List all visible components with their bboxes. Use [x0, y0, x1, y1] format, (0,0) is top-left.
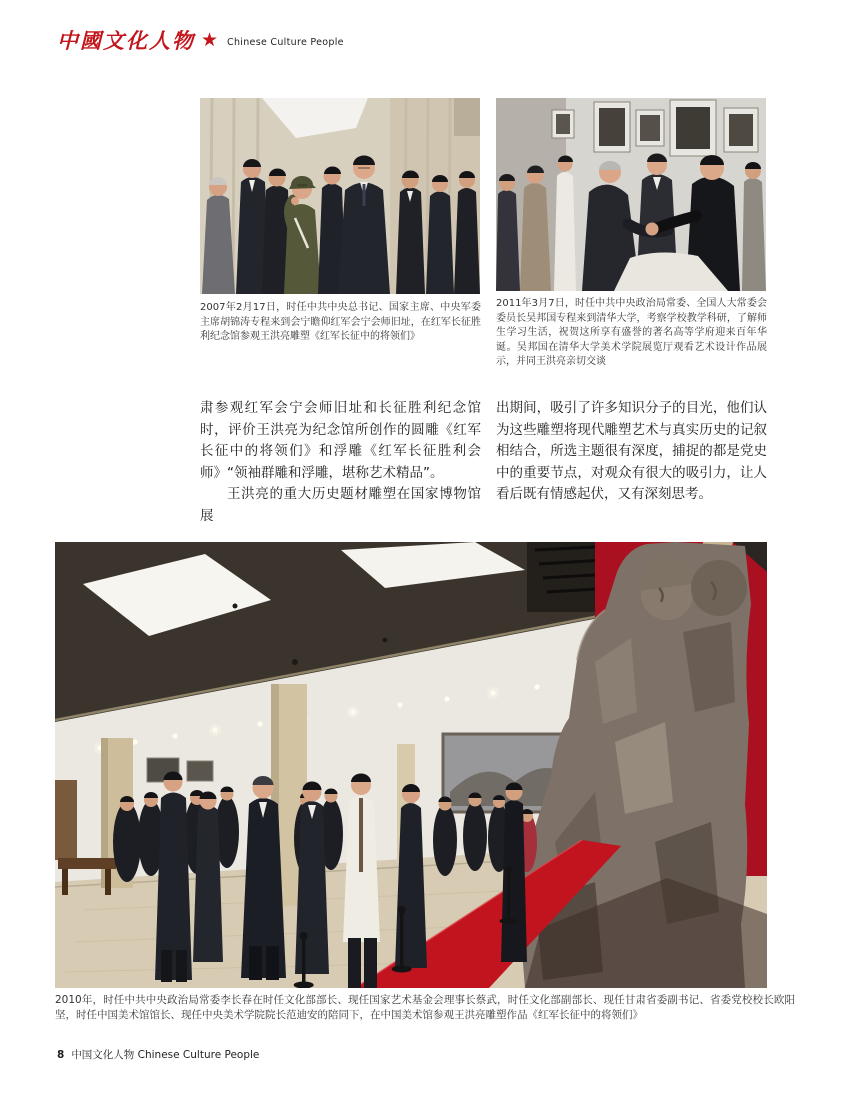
magazine-logo-en: Chinese Culture People — [227, 36, 344, 48]
body-column-right — [496, 398, 767, 506]
magazine-logo-cn: 中國文化人物 — [57, 28, 195, 53]
photo-illustration — [55, 542, 767, 988]
body-paragraph: 出期间，吸引了许多知识分子的目光，他们认为这些雕塑将现代雕塑艺术与真实历史的记叙相结合，所选主题很有深度，捕捉的都是党史中的重要节点，对观众有很大的吸引力，让人看后既有情感起伏，又有深刻思考。 — [496, 400, 767, 502]
photo-illustration — [496, 98, 766, 291]
body-column-left — [200, 398, 481, 527]
photo-art-museum-exhibition — [55, 542, 767, 988]
red-star-icon: ★ — [201, 29, 219, 51]
page-number: 8 — [57, 1049, 65, 1061]
photo-caption-bottom: 2010年，时任中共中央政治局常委李长春在时任文化部部长、现任国家艺术基金会理事长蔡武，时任文化部副部长、现任甘肃省委副书记、省委党校校长欧阳坚，时任中国美术馆馆长、现任中央美术学院院长范迪安的陪同下，在中国美术馆参观王洪亮雕塑作品《红军长征中的将领们》 — [55, 994, 795, 1021]
body-paragraph: 王洪亮的重大历史题材雕塑在国家博物馆展 — [200, 486, 481, 524]
footer-magazine-title: 中国文化人物 Chinese Culture People — [71, 1049, 260, 1061]
body-paragraph: 肃参观红军会宁会师旧址和长征胜利纪念馆时，评价王洪亮为纪念馆所创作的圆雕《红军长征中的将领们》和浮雕《红军长征胜利会师》“领袖群雕和浮雕，堪称艺术精品”。 — [200, 400, 481, 481]
masthead — [57, 30, 344, 51]
photo-tsinghua-gallery-handshake — [496, 98, 766, 291]
officials-group — [202, 159, 292, 294]
page-footer — [57, 1047, 259, 1062]
photo-caption-right: 2011年3月7日，时任中共中央政治局常委、全国人大常委会委员长吴邦国专程来到清华大学，考察学校教学科研，了解师生学习生活，祝贺这所享有盛誉的著名高等学府迎来百年华诞。吴邦国在清华大学美术学院展览厅观看艺术设计作品展示，并同王洪亮亲切交谈 — [496, 298, 767, 367]
photo-illustration — [200, 98, 480, 294]
photo-caption-left: 2007年2月17日，时任中共中央总书记、国家主席、中央军委主席胡锦涛专程来到会宁瞻仰红军会宁会师旧址，在红军长征胜利纪念馆参观王洪亮雕塑《红军长征中的将领们》 — [200, 302, 481, 342]
photo-memorial-hall-visit — [200, 98, 480, 294]
